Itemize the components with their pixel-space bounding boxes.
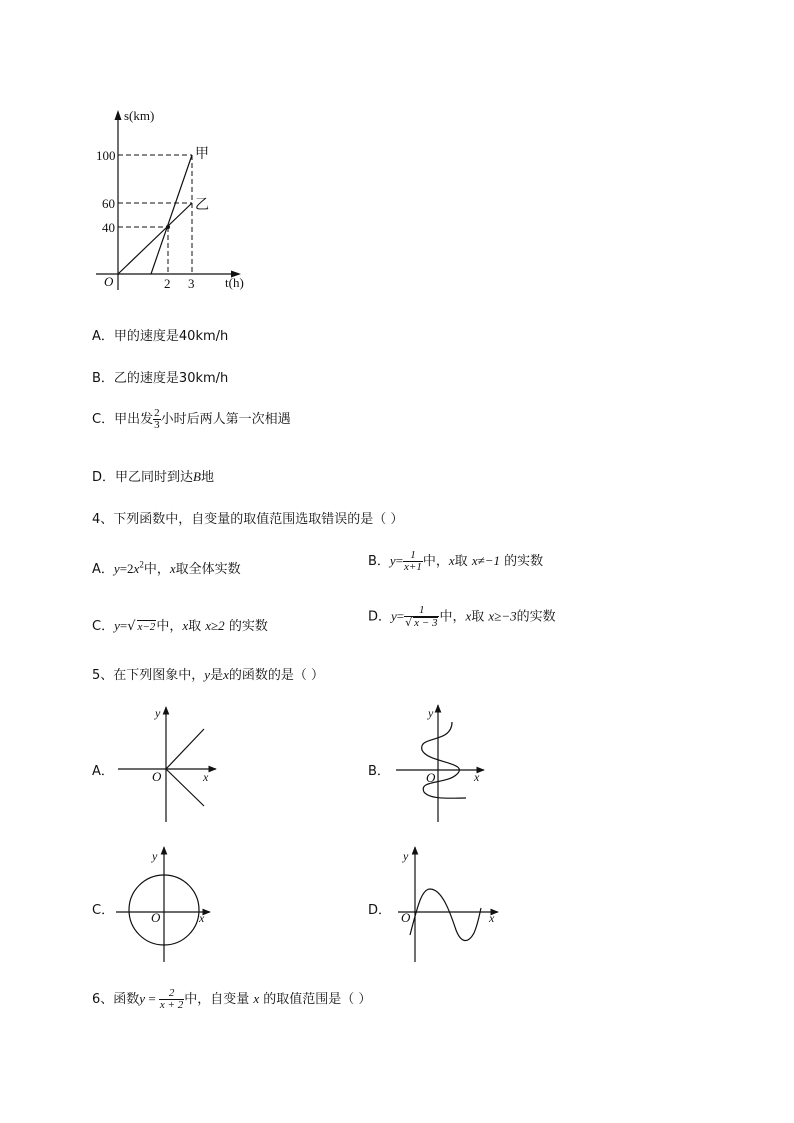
text: 中， (143, 562, 170, 577)
option-letter: C． (92, 412, 115, 427)
graph-d-y-label: y (403, 849, 409, 863)
fraction-numerator: 2 (159, 988, 184, 1000)
equals: = (396, 608, 405, 624)
var-x: x (182, 618, 189, 633)
q3-option-c (92, 408, 291, 431)
graph-a-origin: O (152, 769, 162, 784)
graph-b-origin: O (426, 770, 436, 785)
text: 中， (439, 609, 466, 625)
graph-d-curve (410, 889, 481, 941)
x-tick-3: 3 (188, 276, 195, 291)
graph-a (118, 707, 216, 822)
tail: 的实数 (516, 609, 556, 625)
tail: 的实数 (504, 554, 544, 569)
option-letter: B． (368, 554, 390, 569)
text: 中， (156, 619, 183, 634)
condition: x≥−3 (488, 608, 517, 624)
option-letter: D． (368, 609, 392, 625)
text: 中， (422, 554, 449, 569)
graph-c-x-label: x (199, 911, 205, 925)
y-tick-100: 100 (96, 148, 116, 163)
q3-option-d (92, 466, 214, 485)
equals: = (395, 553, 404, 568)
tail: 的实数 (228, 619, 268, 634)
q4-option-d (368, 605, 556, 629)
var-y: y (113, 561, 120, 576)
var-x: x (223, 667, 229, 682)
fraction-denominator: x + 2 (159, 999, 184, 1011)
option-text-post: 小时后两人第一次相遇 (160, 412, 291, 427)
option-letter: A． (92, 562, 114, 577)
y-axis-label: s(km) (124, 108, 155, 123)
q4-option-a (92, 558, 241, 577)
line-jia-label: 甲 (195, 146, 209, 162)
q5-option-a-letter: A． (92, 764, 114, 779)
option-letter: C． (92, 619, 115, 634)
fraction (404, 605, 439, 629)
origin-label: O (104, 274, 114, 289)
q3-option-b (92, 367, 228, 386)
graph-a-x-label: x (203, 770, 209, 784)
radicand: x−2 (137, 621, 156, 633)
line-yi-label: 乙 (195, 197, 209, 213)
fraction (403, 550, 423, 573)
var-y: y (204, 667, 211, 682)
option-letter: A． (92, 329, 114, 344)
q5-option-d-letter: D． (368, 903, 392, 918)
var-x: x (133, 561, 140, 576)
line-jia (151, 155, 192, 274)
var-y: y (139, 991, 146, 1006)
graph-b-curve (422, 722, 466, 798)
fraction-numerator: 1 (404, 605, 439, 617)
take: 取 (454, 554, 468, 569)
graph-d-origin: O (401, 910, 411, 925)
tail: 取全体实数 (175, 562, 241, 577)
option-text-pre: 甲乙同时到达 (115, 470, 194, 485)
var-x: x (253, 991, 260, 1006)
graph-a-upper-ray (166, 729, 204, 769)
var-y: y (114, 618, 120, 633)
intersection-point (166, 225, 170, 229)
distance-time-graph (0, 0, 794, 300)
q4-option-c: C．y=√ x−2中，x取 x≥2 的实数 (92, 618, 268, 634)
fraction-denominator: x+1 (404, 561, 422, 573)
fraction-numerator: 2 (154, 407, 160, 419)
graph-b (396, 705, 484, 822)
option-letter: B． (92, 371, 114, 386)
var-x: x (465, 608, 472, 624)
q5-stem: 5、在下列图象中，y是x的函数的是（ ） (92, 667, 324, 683)
var-x: x (169, 561, 176, 576)
option-text-post: 地 (200, 470, 214, 485)
graph-b-y-label: y (428, 706, 434, 720)
option-text: 甲的速度是40km/h (113, 329, 229, 344)
fraction (159, 988, 184, 1011)
graph-c (116, 847, 210, 962)
q3-option-a (92, 325, 228, 344)
fraction-denominator: √ x − 3 (405, 616, 438, 629)
x-axis-label: t(h) (225, 275, 244, 290)
graph-c-circle (129, 875, 199, 945)
y-tick-60: 60 (102, 196, 115, 211)
expr: =2 (119, 561, 134, 576)
graph-a-y-label: y (155, 706, 161, 720)
y-axis-arrow (115, 110, 122, 120)
condition: x≥2 (205, 618, 225, 633)
q5-option-c-letter: C． (92, 903, 115, 918)
condition: x≠−1 (471, 553, 500, 568)
point-variable: B (193, 469, 201, 484)
graph-b-x-label: x (474, 770, 480, 784)
q6-stem: 6、函数y = $\frac{2}{x + 2}$ 中，自变量 x 的取值范围是（ ） (92, 987, 372, 1011)
var-x: x (448, 553, 455, 568)
q5-option-b-letter: B． (368, 764, 390, 779)
graph-d (398, 847, 498, 962)
x-tick-2: 2 (164, 276, 171, 291)
fraction-denominator: 3 (154, 419, 160, 431)
var-y: y (391, 608, 397, 624)
graph-a-lower-ray (166, 769, 204, 806)
equals: = (119, 618, 128, 633)
take: 取 (471, 609, 485, 625)
option-text-pre: 甲出发 (114, 412, 154, 427)
take: 取 (188, 619, 202, 634)
option-letter: D． (92, 470, 116, 485)
var-y: y (389, 553, 396, 568)
graph-d-x-label: x (489, 911, 495, 925)
graph-c-y-label: y (152, 849, 158, 863)
y-tick-40: 40 (102, 220, 115, 235)
fraction-two-thirds (153, 408, 161, 431)
q4-stem: 4、下列函数中，自变量的取值范围选取错误的是（ ） (92, 512, 404, 527)
exponent: 2 (139, 559, 144, 570)
equals: = (145, 991, 159, 1006)
graph-c-origin: O (151, 910, 161, 925)
option-text: 乙的速度是30km/h (113, 371, 229, 386)
fraction-numerator: 1 (403, 550, 423, 562)
q4-option-b (368, 550, 543, 573)
